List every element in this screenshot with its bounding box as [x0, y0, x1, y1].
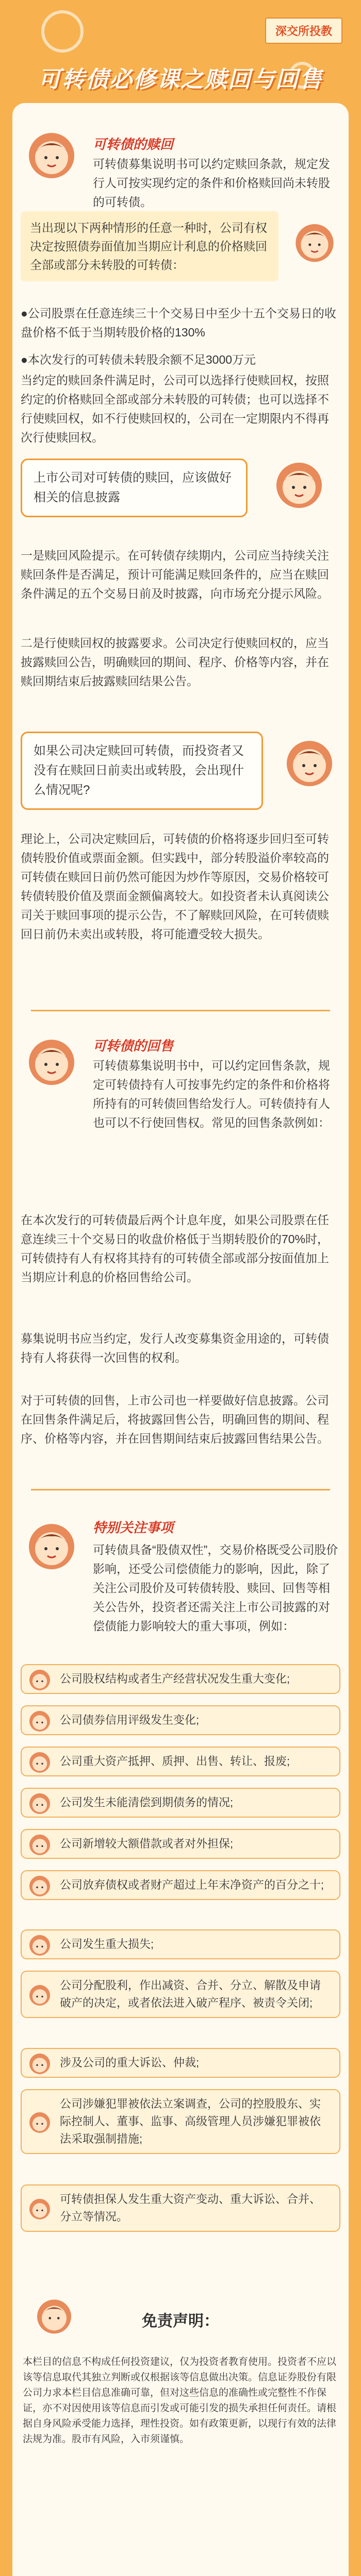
- list-item: [21, 1664, 340, 1694]
- list-item-text: 涉及公司的重大诉讼、仲裁;: [60, 2056, 200, 2069]
- putback-p3: 对于可转债的回售，上市公司也一样要做好信息披露。公司在回售条件满足后，将披露回售公告，明确回售的期间、程序、价格等内容，并在回售期间结束后披露回售结果公告。: [21, 1394, 329, 1445]
- redemption-cond-tail: 当约定的赎回条件满足时，公司可以选择行使赎回权，按照约定的价格赎回全部或部分未转股的可转债；也可以选择不行使赎回权，如不行使赎回权的，公司在一定期限内不得再次行使赎回权。: [21, 374, 329, 444]
- girl-cartoon-icon: [268, 453, 330, 515]
- list-item: [21, 1747, 340, 1776]
- redemption-p1: 一是赎回风险提示。在可转债存续期内，公司应当持续关注赎回条件是否满足，预计可能满足赎回条件的，应当在赎回条件满足的五个交易日前及时披露，向市场充分提示风险。: [21, 549, 329, 600]
- girl-cartoon-icon: [27, 1667, 53, 1692]
- girl-cartoon-icon: [27, 2050, 53, 2076]
- redemption-intro: 可转债募集说明书可以约定赎回条款，规定发行人可按实现约定的条件和价格赎回尚未转股的可转债。: [93, 157, 330, 209]
- section-tag-redemption: 可转债的赎回: [93, 137, 174, 152]
- girl-cartoon-icon: [21, 124, 83, 185]
- list-item-text: 公司股权结构或者生产经营状况发生重大变化;: [60, 1672, 290, 1685]
- redemption-p3: 理论上，公司决定赎回后，可转债的价格将逐步回归至可转债转股价值或票面金额。但实践中，部分转股溢价率较高的可转债在赎回日前仍然可能因为炒作等原因，交易价格较可转债转股价值及票面金额偏离较大。如投资者未认真阅读公司关于赎回事项的提示公告，不了解赎回风险，在可转债赎回日前仍未卖出或转股，将可能遭受较大损失。: [21, 832, 329, 941]
- list-item-text: 公司重大资产抵押、质押、出售、转让、报废;: [60, 1755, 290, 1768]
- list-item-text: 公司涉嫌犯罪被依法立案调查，公司的控股股东、实际控制人、董事、监事、高级管理人员涉嫌犯罪被依法采取强制措施;: [60, 2097, 321, 2145]
- girl-cartoon-icon: [21, 1030, 83, 1092]
- list-item-text: 公司发生重大损失;: [60, 1938, 154, 1951]
- section-tag-putback: 可转债的回售: [93, 1038, 174, 1054]
- girl-cartoon-icon: [27, 2109, 53, 2135]
- list-item-text: 可转债担保人发生重大资产变动、重大诉讼、合并、分立等情况。: [60, 2193, 321, 2223]
- header: [0, 0, 361, 103]
- list-item: [21, 2048, 340, 2078]
- list-item: [21, 1929, 340, 1959]
- special-intro: 可转债具备“股债双性”，交易价格既受公司股价影响，还受公司偿债能力的影响，因此，除了关注公司股价及可转债转股、赎回、回售等相关公告外，投资者还需关注上市公司披露的对偿债能力影响较大的重大事项，例如：: [93, 1543, 338, 1633]
- putback-p1: 在本次发行的可转债最后两个计息年度，如果公司股票在任意连续三十个交易日的收盘价格低于当期转股价的70%时，可转债持有人有权将其持有的可转债全部或部分按面值加上当期应计利息的价格回售给公司。: [21, 1213, 330, 1284]
- girl-cartoon-icon: [21, 1515, 83, 1577]
- disclaimer-title: 免责声明：: [142, 2313, 219, 2330]
- divider: [31, 1010, 330, 1011]
- title-wrap: [21, 57, 340, 98]
- putback-p2: 募集说明书应当约定，发行人改变募集资金用途的，可转债持有人将获得一次回售的权利。: [21, 1332, 329, 1364]
- girl-cartoon-icon: [27, 2196, 53, 2222]
- girl-cartoon-icon: [27, 1749, 53, 1775]
- redemption-question: 如果公司决定赎回可转债，而投资者又没有在赎回日前卖出或转股，会出现什么情况呢?: [21, 732, 263, 810]
- girl-cartoon-icon: [27, 1982, 53, 2008]
- list-item-text: 公司放弃债权或者财产超过上年末净资产的百分之十;: [60, 1878, 324, 1891]
- list-item-text: 公司新增较大额借款或者对外担保;: [60, 1837, 234, 1850]
- list-item-text: 公司债券信用评级发生变化;: [60, 1714, 200, 1726]
- divider: [31, 1489, 330, 1490]
- girl-cartoon-icon: [27, 1790, 53, 1816]
- list-item: [21, 1788, 340, 1818]
- list-item: [21, 1829, 340, 1859]
- girl-cartoon-icon: [27, 1832, 53, 1857]
- page-title: 可转债必修课之赎回与回售: [38, 67, 323, 92]
- putback-intro: 可转债募集说明书中，可以约定回售条款，规定可转债持有人可按事先约定的条件和价格将所持有的可转债回售给发行人。可转债持有人也可以不行使回售权。常见的回售条款例如：: [93, 1059, 330, 1129]
- disclaimer-body: 本栏目的信息不构成任何投资建议，仅为投资者教育使用。投资者不应以该等信息取代其独立判断或仅根据该等信息做出决策。信息证券股份有限公司力求本栏目信息准确可靠，但对这些信息的准确性或完整性不作保证，亦不对因使用该等信息而引发或可能引发的损失承担任何责任。请根据自身风险承受能力选择，理性投资。如有政策更新，以现行有效的法律法规为准。股市有风险，入市须谨慎。: [23, 2357, 337, 2445]
- decor-ring: [41, 10, 84, 53]
- redemption-p2: 二是行使赎回权的披露要求。公司决定行使赎回权的，应当披露赎回公告，明确赎回的期间、程序、价格等内容，并在赎回期结束后披露赎回结果公告。: [21, 636, 329, 688]
- redemption-bubble: 上市公司对可转债的赎回，应该做好相关的信息披露: [21, 459, 248, 517]
- girl-cartoon-icon: [27, 1708, 53, 1734]
- redemption-highlight: 当出现以下两种情形的任意一种时，公司有权决定按照债券面值加当期应计利息的价格赎回全部或部分未转股的可转债：: [21, 211, 278, 281]
- girl-cartoon-icon: [27, 1873, 53, 1899]
- girl-cartoon-icon: [27, 1932, 53, 1958]
- list-item: [21, 2184, 340, 2232]
- source-badge: 深交所投教: [265, 18, 342, 44]
- redemption-cond2: ●本次发行的可转债未转股余额不足3000万元: [21, 353, 256, 366]
- girl-cartoon-icon: [289, 216, 340, 268]
- list-item-text: 公司发生未能清偿到期债务的情况;: [60, 1796, 234, 1809]
- redemption-cond1: ●公司股票在任意连续三十个交易日中至少十五个交易日的收盘价格不低于当期转股价格的130%: [21, 307, 336, 339]
- list-item-text: 公司分配股利，作出减资、合并、分立、解散及申请破产的决定，或者依法进入破产程序、被责令关闭;: [60, 1979, 321, 2009]
- section-tag-special: 特别关注事项: [93, 1520, 174, 1535]
- girl-cartoon-icon: [278, 732, 340, 793]
- list-item: [21, 2089, 340, 2154]
- list-item: [21, 1870, 340, 1900]
- list-item: [21, 1971, 340, 2018]
- list-item: [21, 1705, 340, 1735]
